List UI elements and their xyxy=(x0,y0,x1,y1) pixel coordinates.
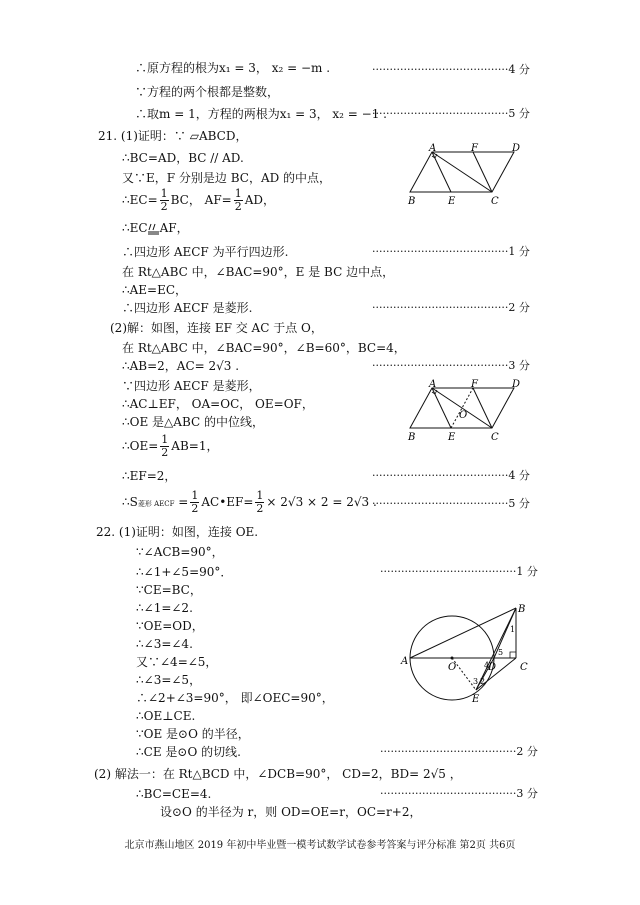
score-2: ·······································2 分 xyxy=(380,745,538,758)
line: ∴EF=2， xyxy=(122,469,177,483)
fraction-half: $\frac{1}{2}$ xyxy=(191,489,199,515)
line: ∴∠1+∠5=90°． xyxy=(136,565,233,579)
q21-title: 21. (1)证明：∵ ▱ABCD， xyxy=(98,129,248,143)
score-3: ·······································3 分 xyxy=(380,787,538,800)
line-fraction-ec-af: ∴EC= $\frac{1}{2}$ BC， AF= $\frac{1}{2}$ AD， xyxy=(122,187,276,213)
angle-2: 2 xyxy=(480,677,486,686)
label-a: A xyxy=(429,379,437,390)
line: ∵OE 是⊙O 的半径， xyxy=(136,727,250,741)
fraction-half: $\frac{1}{2}$ xyxy=(161,433,169,459)
line: ∴BC=CE=4. xyxy=(136,787,212,801)
line: ∴BC=AD，BC // AD. xyxy=(122,151,244,165)
line: 设⊙O 的半径为 r，则 OD=OE=r，OC=r+2， xyxy=(160,805,422,819)
line-roots: ∴原方程的根为x₁ = 3， x₂ = −m . xyxy=(135,61,331,75)
angle-3: 3 xyxy=(473,677,479,686)
line: ∵∠ACB=90°， xyxy=(136,545,224,559)
figure-circle-tangent xyxy=(400,598,536,706)
line-ec-parallel-equal-af: ∴EC AF， xyxy=(122,221,189,235)
score-3: ·······································3 分 xyxy=(372,359,530,372)
parallel-equal-symbol xyxy=(148,223,160,235)
label-d: D xyxy=(512,143,521,154)
line: ∴OE⊥CE. xyxy=(136,709,196,723)
angle-4: 4 xyxy=(484,661,490,670)
label-e: E xyxy=(448,432,456,443)
label-b: B xyxy=(518,604,526,615)
score-5: ·······································5 分 xyxy=(372,497,530,510)
line: ∴∠2+∠3=90°， 即∠OEC=90°， xyxy=(136,691,334,705)
line: ∴OE 是△ABC 的中位线， xyxy=(122,415,264,429)
label-f: F xyxy=(471,143,478,154)
line: ∴AE=EC， xyxy=(122,283,188,297)
label-a: A xyxy=(429,143,437,154)
line: ∴AC⊥EF， OA=OC， OE=OF， xyxy=(122,397,314,411)
line: (2) 解法一：在 Rt△BCD 中，∠DCB=90°， CD=2，BD= 2√5 ， xyxy=(94,767,462,781)
line-oe-half-ab: ∴OE= $\frac{1}{2}$ AB=1， xyxy=(122,433,219,459)
line: ∵OE=OD， xyxy=(136,619,204,633)
line: ∴CE 是⊙O 的切线. xyxy=(136,745,241,759)
line: ∴∠3=∠4. xyxy=(136,637,193,651)
score-5: ·······································5 分 xyxy=(372,107,530,120)
page-footer: 北京市燕山地区 2019 年初中毕业暨一模考试数学试卷参考答案与评分标准 第2页 共6页 xyxy=(124,840,516,851)
line: 又∵∠4=∠5， xyxy=(136,655,218,669)
score-4: ·······································4 分 xyxy=(372,63,530,76)
label-d: D xyxy=(488,662,497,673)
label-o: O xyxy=(459,410,468,421)
line: ∴四边形 AECF 是菱形. xyxy=(122,301,253,315)
line: ∴∠1=∠2. xyxy=(136,601,193,615)
q22-title: 22. (1)证明：如图，连接 OE. xyxy=(96,525,259,539)
score-1: ·······································1 分 xyxy=(372,245,530,258)
line-integer-roots: ∵方程的两个根都是整数， xyxy=(135,85,280,99)
label-d: D xyxy=(512,379,521,390)
figure-parallelogram-2 xyxy=(404,378,530,444)
fraction-half: $\frac{1}{2}$ xyxy=(234,187,242,213)
angle-5: 5 xyxy=(498,648,504,657)
score-2: ·······································2 分 xyxy=(372,301,530,314)
angle-1: 1 xyxy=(510,625,516,634)
fraction-half: $\frac{1}{2}$ xyxy=(256,489,264,515)
label-c: C xyxy=(491,196,499,207)
line: 又∵E，F 分别是边 BC，AD 的中点， xyxy=(122,171,332,185)
label-c: C xyxy=(491,432,499,443)
score-1: ·······································1 分 xyxy=(380,565,538,578)
line: ∴四边形 AECF 为平行四边形. xyxy=(122,245,289,259)
label-b: B xyxy=(408,196,416,207)
label-c: C xyxy=(520,662,528,673)
label-e: E xyxy=(448,196,456,207)
figure-parallelogram-1 xyxy=(404,142,530,208)
label-o: O xyxy=(448,662,457,673)
line: ∴∠3=∠5， xyxy=(136,673,202,687)
line-area: ∴S菱形 AECF = $\frac{1}{2}$ AC•EF= $\frac{1}{2}$ × 2√3 × 2 = 2√3 . xyxy=(122,489,377,515)
line: ∴AB=2，AC= 2√3 . xyxy=(122,359,240,373)
score-4: ·······································4 分 xyxy=(372,469,530,482)
label-a: A xyxy=(401,656,409,667)
fraction-half: $\frac{1}{2}$ xyxy=(160,187,168,213)
line: (2)解：如图，连接 EF 交 AC 于点 O， xyxy=(110,321,323,335)
label-e: E xyxy=(472,694,480,705)
line: 在 Rt△ABC 中，∠BAC=90°，E 是 BC 边中点， xyxy=(122,265,395,279)
line: ∵CE=BC， xyxy=(136,583,202,597)
label-b: B xyxy=(408,432,416,443)
label-f: F xyxy=(471,379,478,390)
line: ∵四边形 AECF 是菱形， xyxy=(122,379,261,393)
line: 在 Rt△ABC 中，∠BAC=90°，∠B=60°，BC=4， xyxy=(122,341,406,355)
line-take-m: ∴取m = 1，方程的两根为x₁ = 3， x₂ = −1 . xyxy=(135,107,387,121)
